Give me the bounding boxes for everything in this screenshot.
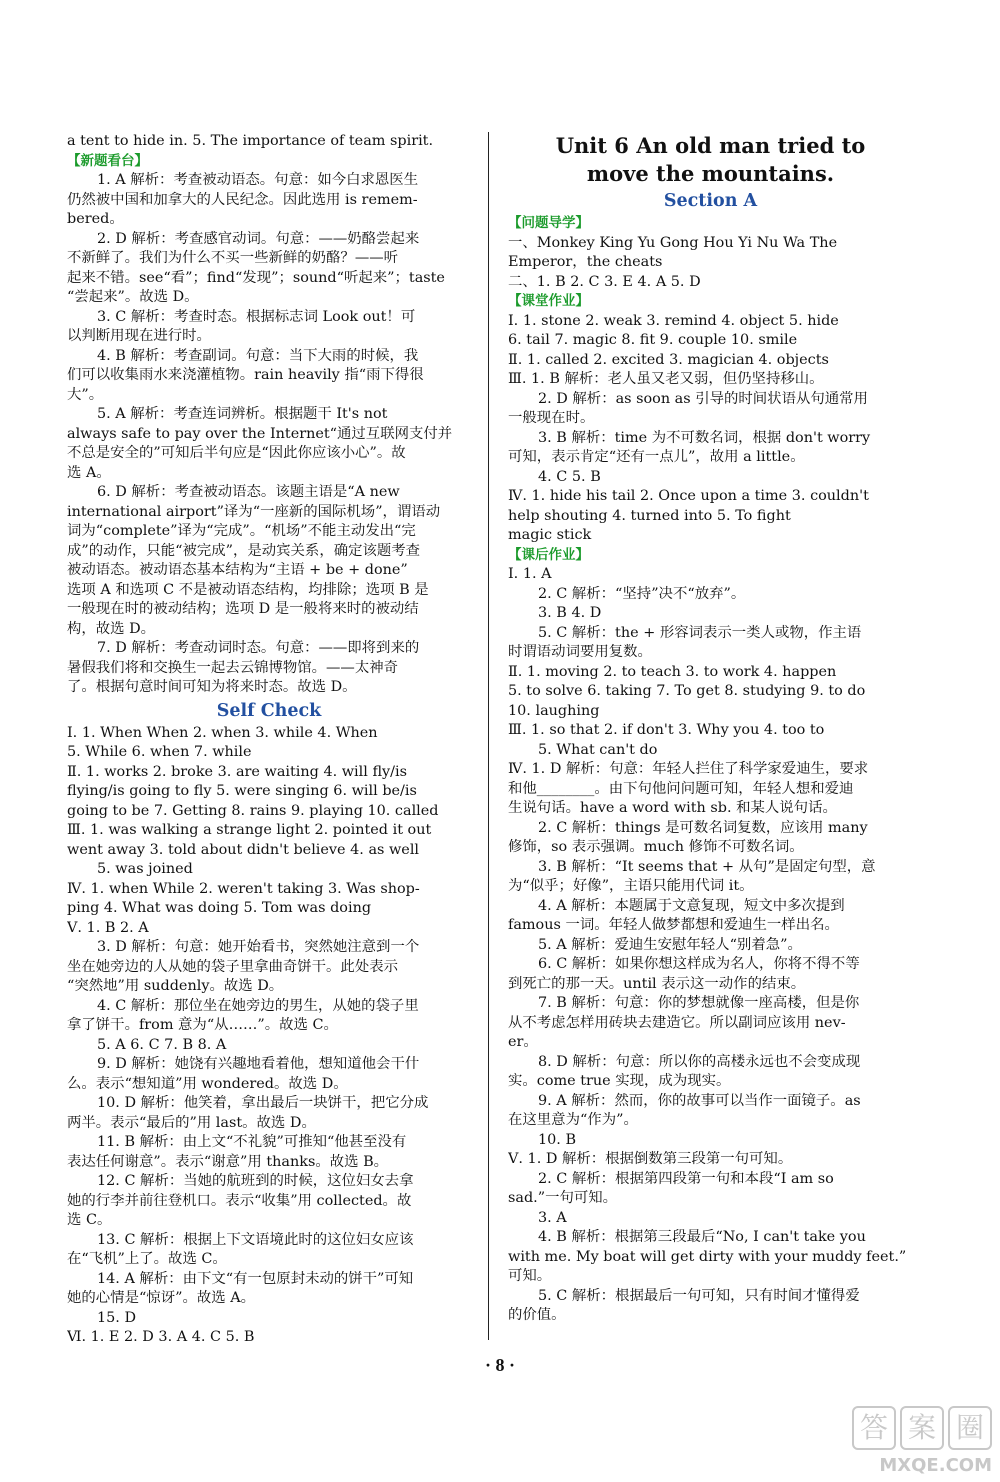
text-line: 5. C 解析：根据最后一句可知，只有时间才懂得爱 <box>538 1287 860 1304</box>
section-heading: Section A <box>663 191 758 211</box>
text-line: 构，故选 D。 <box>67 620 156 637</box>
text-line: 们可以收集雨水来浇灌植物。rain heavily 指“雨下得很 <box>67 367 424 383</box>
text-line: 15. D <box>97 1309 136 1326</box>
text-line: “尝起来”。故选 D。 <box>67 289 199 305</box>
text-line: Ⅲ. 1. was walking a strange light 2. pointed it out <box>67 822 432 838</box>
text-line: flying/is going to fly 5. were singing 6. will be/is <box>67 783 417 799</box>
text-line: a tent to hide in. 5. The importance of team spirit. <box>67 133 434 149</box>
text-line: 以判断用现在进行时。 <box>67 328 211 344</box>
text-line: Ⅳ. 1. when While 2. weren't taking 3. Was shop- <box>67 880 420 897</box>
text-line: 10. D 解析：他笑着，拿出最后一块饼干，把它分成 <box>97 1095 429 1111</box>
text-line: 仍然被中国和加拿大的人民纪念。因此选用 is remem- <box>67 191 418 208</box>
text-line: Emperor，the cheats <box>508 254 663 270</box>
text-line: Ⅳ. 1. D 解析：句意：年轻人拦住了科学家爱迪生，要求 <box>508 761 869 777</box>
text-line: 她的行李并前往登机口。表示“收集”用 collected。故 <box>67 1192 412 1209</box>
text-line: 2. C 解析：根据第四段第一句和本段“I am so <box>538 1170 834 1187</box>
text-line: 4. C 5. B <box>538 468 601 485</box>
right-column <box>508 132 913 1326</box>
text-line: 4. A 解析：本题属于文意复现，短文中多次提到 <box>538 897 845 914</box>
text-line: international airport”译为“一座新的国际机场”，谓语动 <box>67 503 441 520</box>
text-line: ping 4. What was doing 5. Tom was doing <box>67 900 372 916</box>
text-line: 3. B 解析：“It seems that + 从句”是固定句型，意 <box>538 858 876 875</box>
text-line: 实。come true 实现，成为现实。 <box>508 1073 731 1089</box>
text-line: 11. B 解析：由上文“不礼貌”可推知“他甚至没有 <box>97 1134 407 1150</box>
text-line: 10. B <box>538 1131 577 1148</box>
text-line: 14. A 解析：由下文“有一包原封未动的饼干”可知 <box>97 1270 414 1287</box>
text-line: 5. While 6. when 7. while <box>67 744 252 760</box>
text-line: famous 一词。年轻人做梦都想和爱迪生一样出名。 <box>508 917 839 933</box>
text-line: 4. B 解析：根据第三段最后“No, I can't take you <box>538 1229 866 1245</box>
text-line: Ⅱ. 1. moving 2. to teach 3. to work 4. happen <box>508 663 837 680</box>
section-tag: 【问题导学】 <box>508 215 589 231</box>
text-line: 一、Monkey King Yu Gong Hou Yi Nu Wa The <box>508 234 838 251</box>
watermark-logo <box>852 1406 992 1476</box>
text-line: 到死亡的那一天。until 表示这一动作的结束。 <box>508 975 806 992</box>
text-line: Ⅴ. 1. B 2. A <box>67 919 149 936</box>
section-heading: Self Check <box>216 700 322 721</box>
text-line: help shouting 4. turned into 5. To fight <box>508 507 791 524</box>
text-line: 5. A 解析：考查连词辨析。根据题干 It's not <box>97 406 388 422</box>
text-line: 修饰，so 表示强调。much 修饰不可数名词。 <box>508 839 804 855</box>
text-line: Ⅰ. 1. A <box>508 566 552 582</box>
text-line: 5. A 6. C 7. B 8. A <box>97 1036 227 1053</box>
text-line: 选 C。 <box>67 1212 112 1228</box>
unit-title: Unit 6 An old man tried to <box>555 133 866 158</box>
text-line: 12. C 解析：当她的航班到的时候，这位妇女去拿 <box>97 1173 414 1189</box>
text-line: 坐在她旁边的人从她的袋子里拿曲奇饼干。此处表示 <box>67 958 398 975</box>
text-line: 5. to solve 6. taking 7. To get 8. studying 9. to do <box>508 683 866 699</box>
watermark-char: 圈 <box>948 1406 992 1450</box>
text-line: 为“似乎；好像”，主语只能用代词 it。 <box>508 878 754 894</box>
text-line: 成”的动作，只能“被完成”，是动宾关系，确定该题考查 <box>67 542 421 559</box>
text-line: 从不考虑怎样用砖块去建造它。所以副词应该用 nev- <box>508 1014 846 1031</box>
text-line: 3. B 4. D <box>538 605 602 621</box>
text-line: 大”。 <box>67 386 104 403</box>
text-line: 8. D 解析：句意：所以你的高楼永远也不会变成现 <box>538 1053 861 1070</box>
text-line: 1. A 解析：考查被动语态。句意：如今白求恩医生 <box>97 172 419 188</box>
text-line: 拿了饼干。from 意为“从……”。故选 C。 <box>67 1017 338 1033</box>
text-line: 2. C 解析：things 是可数名词复数，应该用 many <box>538 819 868 836</box>
text-line: 词为“complete”译为“完成”。“机场”不能主动发出“完 <box>67 523 416 539</box>
column-divider <box>488 132 489 1340</box>
section-tag: 【课堂作业】 <box>508 293 589 309</box>
text-line: 在“飞机”上了。故选 C。 <box>67 1251 227 1267</box>
text-line: 么。表示“想知道”用 wondered。故选 D。 <box>67 1075 348 1092</box>
text-line: 被动语态。被动语态基本结构为“主语 + be + done” <box>67 562 408 578</box>
text-line: Ⅱ. 1. works 2. broke 3. are waiting 4. will fly/is <box>67 763 408 780</box>
text-line: 3. A <box>538 1209 567 1226</box>
text-line: 一般现在时。 <box>508 410 595 426</box>
text-line: 5. C 解析：the + 形容词表示一类人或物，作主语 <box>538 624 862 641</box>
text-line: 不新鲜了。我们为什么不买一些新鲜的奶酪？——听 <box>67 250 398 266</box>
text-line: 13. C 解析：根据上下文语境此时的这位妇女应该 <box>97 1231 414 1248</box>
watermark-char: 答 <box>852 1406 896 1450</box>
text-line: Ⅰ. 1. stone 2. weak 3. remind 4. object 5. hide <box>508 312 839 329</box>
watermark-char: 案 <box>900 1406 944 1450</box>
text-line: 在这里意为“作为”。 <box>508 1112 638 1128</box>
text-line: going to be 7. Getting 8. rains 9. playing 10. called <box>67 802 439 819</box>
text-line: 时谓语动词要用复数。 <box>508 644 652 660</box>
text-line: Ⅲ. 1. so that 2. if don't 3. Why you 4. too to <box>508 722 825 738</box>
text-line: 6. tail 7. magic 8. fit 9. couple 10. smile <box>508 332 798 348</box>
text-line: Ⅵ. 1. E 2. D 3. A 4. C 5. B <box>67 1329 255 1345</box>
text-line: Ⅰ. 1. When When 2. when 3. while 4. When <box>67 724 378 741</box>
text-line: Ⅲ. 1. B 解析：老人虽又老又弱，但仍坚持移山。 <box>508 371 824 387</box>
text-line: 选 A。 <box>67 464 111 481</box>
text-line: 10. laughing <box>508 702 600 719</box>
text-line: 了。根据句意时间可知为将来时态。故选 D。 <box>67 679 357 695</box>
text-line: 9. A 解析：然而，你的故事可以当作一面镜子。as <box>538 1092 861 1109</box>
text-line: 3. B 解析：time 为不可数名词，根据 don't worry <box>538 429 871 446</box>
text-line: Ⅳ. 1. hide his tail 2. Once upon a time 3. couldn't <box>508 488 869 504</box>
text-line: always safe to pay over the Internet“通过互联网支付并 <box>67 425 453 442</box>
text-line: 5. A 解析：爱迪生安慰年轻人“别着急”。 <box>538 936 802 953</box>
text-line: 7. D 解析：考查动词时态。句意：——即将到来的 <box>97 640 420 656</box>
watermark-url: MXQE.COM <box>879 1455 992 1476</box>
text-line: 可知，表示肯定“还有一点儿”，故用 a little。 <box>508 449 805 465</box>
text-line: 表达任何谢意”。表示“谢意”用 thanks。故选 B。 <box>67 1153 389 1170</box>
section-tag: 【课后作业】 <box>508 546 589 563</box>
text-line: 的价值。 <box>508 1307 566 1323</box>
text-line: Ⅴ. 1. D 解析：根据倒数第三段第一句可知。 <box>508 1151 793 1167</box>
left-column <box>67 132 471 1348</box>
text-line: 选项 A 和选项 C 不是被动语态结构，均排除；选项 B 是 <box>67 581 429 598</box>
text-line: went away 3. told about didn't believe 4. as well <box>67 841 420 858</box>
text-line: 生说句话。have a word with sb. 和某人说句话。 <box>508 800 837 816</box>
text-line: 6. C 解析：如果你想这样成为名人，你将不得不等 <box>538 956 860 972</box>
text-line: magic stick <box>508 527 592 543</box>
text-line: 7. B 解析：句意：你的梦想就像一座高楼，但是你 <box>538 995 860 1011</box>
text-line: 3. C 解析：考查时态。根据标志词 Look out！可 <box>97 308 416 325</box>
text-line: 3. D 解析：句意：她开始看书，突然她注意到一个 <box>97 939 420 955</box>
text-line: sad.”一句可知。 <box>508 1190 618 1206</box>
text-line: 6. D 解析：考查被动语态。该题主语是“A new <box>97 484 400 500</box>
text-line: 不总是安全的”可知后半句应是“因此你应该小心”。故 <box>67 445 406 461</box>
text-line: 可知。 <box>508 1268 552 1284</box>
text-line: 4. B 解析：考查副词。句意：当下大雨的时候，我 <box>97 347 419 364</box>
text-line: bered。 <box>67 211 124 227</box>
text-line: with me. My boat will get dirty with your muddy feet.” <box>508 1248 907 1265</box>
text-line: 她的心情是“惊讶”。故选 A。 <box>67 1290 255 1306</box>
text-line: 两半。表示“最后的”用 last。故选 D。 <box>67 1114 316 1131</box>
text-line: Ⅱ. 1. called 2. excited 3. magician 4. objects <box>508 351 829 368</box>
text-line: 2. C 解析：“坚持”决不“放弃”。 <box>538 585 746 602</box>
text-line: er。 <box>508 1034 538 1050</box>
text-line: 二、1. B 2. C 3. E 4. A 5. D <box>508 273 701 290</box>
text-line: 4. C 解析：那位坐在她旁边的男生，从她的袋子里 <box>97 997 419 1014</box>
text-line: 5. What can't do <box>538 741 658 758</box>
text-line: 暑假我们将和交换生一起去云锦博物馆。——太神奇 <box>67 659 398 676</box>
page-number: · 8 · <box>484 1355 515 1375</box>
text-line: 2. D 解析：考查感官动词。句意：——奶酪尝起来 <box>97 230 420 247</box>
text-line: 9. D 解析：她饶有兴趣地看着他，想知道他会干什 <box>97 1056 420 1072</box>
section-tag: 【新题看台】 <box>67 152 148 169</box>
text-line: 2. D 解析：as soon as 引导的时间状语从句通常用 <box>538 390 868 407</box>
text-line: 5. was joined <box>97 861 193 877</box>
text-line: “突然地”用 suddenly。故选 D。 <box>67 978 284 994</box>
text-line: 起来不错。see“看”；find“发现”；sound“听起来”；taste <box>67 269 445 286</box>
unit-title: move the mountains. <box>586 161 835 186</box>
text-line: 和他________。由下句他问问题可知，年轻人想和爱迪 <box>508 780 854 797</box>
text-line: 一般现在时的被动结构；选项 D 是一般将来时的被动结 <box>67 601 419 617</box>
